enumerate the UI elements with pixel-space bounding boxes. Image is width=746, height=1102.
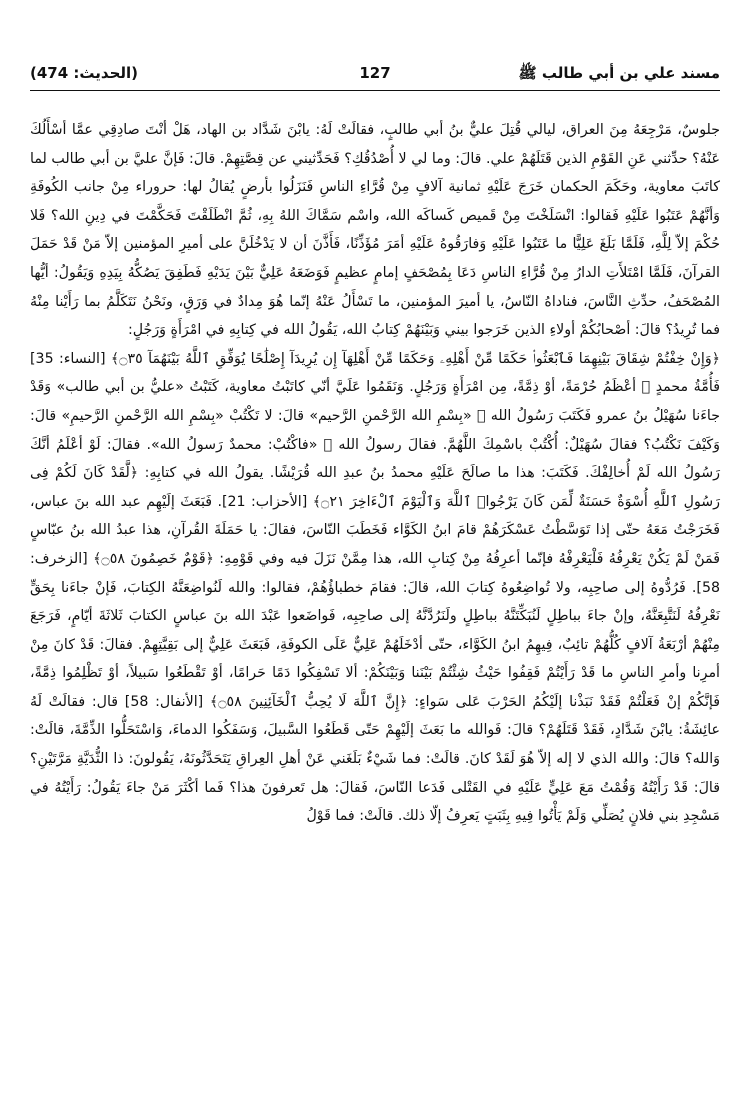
body-text <box>30 116 720 831</box>
paragraph-2: ﴿وَإِنْ خِفْتُمْ شِقَاقَ بَيْنِهِمَا فَٱبْعَثُوا۟ حَكَمًا مِّنْ أَهْلِهِۦ وَحَكَمًا مِّنْ أَهْلِهَآ إِن يُرِيدَآ إِصْلَٰحًا يُوَفِّقِ ٱللَّهُ بَيْنَهُمَآ ۝٣٥﴾ [النساء: 35] فَأُمَّةُ محمدٍ ﷺ أعْظَمُ حُرْمَةً، أوْ ذِمَّةً، مِن امْرَأَةٍ وَرَجُلٍ. وَنَقَمُوا عَلَيَّ أنّي كاتَبْتُ معاوية، كَتَبْتُ «عليُّ بن أبي طالب» وَقَدْ جاءَنا سُهَيْلُ بنُ عمرو فَكَتَبَ رَسُولُ الله ﷺ «بِسْمِ الله الرَّحْمنِ الرَّحيم» قالَ: لا تَكْتُبْ «بِسْمِ الله الرَّحْمنِ الرَّحيمِ» قالَ: وَكَيْفَ نَكْتُبُ؟ فقالَ سُهَيْلٌ: أُكْتُبْ باسْمِكَ اللَّهُمَّ. فقالَ رسولُ الله ﷺ «فاكْتُبْ: محمدٌ رَسولُ الله». فقالَ: لَوْ أعْلَمُ أنَّكَ رَسُولُ الله لَمْ أُخالِفْكَ. فَكَتَبَ: هذا ما صالَحَ عَلَيْهِ محمدُ بنُ عبدِ الله قُرَيْشًا. يقولُ الله في كتابِهِ: ﴿لَّقَدْ كَانَ لَكُمْ فِى رَسُولِ ٱللَّهِ أُسْوَةٌ حَسَنَةٌ لِّمَن كَانَ يَرْجُوا۟ ٱللَّهَ وَٱلْيَوْمَ ٱلْءَاخِرَ ۝٢١﴾ [الأحزاب: 21]. فَبَعَثَ إلَيْهِم عبد الله بنَ عباس، فَخَرَجْتُ مَعَهُ حتّى إذا تَوَسَّطْتُ عَسْكَرَهُمْ قامَ ابنُ الكَوَّاء فَخَطَبَ النّاسَ، فقالَ: يا حَمَلَةَ القُرآنِ، هذا عبدُ الله بنُ عبّاسٍ فَمَنْ لَمْ يَكُنْ يَعْرِفُهُ فَلْيَعْرِفْهُ فإنّما أعرِفُهُ مِنْ كِتابِ الله، هذا مِمَّنْ نَزَلَ فيه وفي قَوْمِهِ: ﴿قَوْمٌ خَصِمُونَ ۝٥٨﴾ [الزخرف: 58]. فَرُدُّوهُ إلى صاحِبِه، ولا تُواضِعُوهُ كِتابَ الله، قالَ: فقامَ خطباؤُهُمْ، فقالوا: والله لَنُواضِعَنَّهُ الكِتابَ، فَإنْ جاءَنا بِحَقٍّ نَعْرِفُهُ لَنَتَّبِعَنَّهُ، وإنْ جاءَ بباطِلٍ لَنُبَكِّتَنَّهُ بباطِلٍ ولَنَرُدَّنَّهُ إلى صاحِبِه، فَواضَعوا عَبْدَ الله بنَ عباسٍ الكتابَ ثَلاثَةَ أيّامٍ، فَرَجَعَ مِنْهُمْ أرْبَعَةُ آلافٍ كُلُّهُمْ تائِبٌ، فِيهِمُ ابنُ الكَوَّاء، حتّى أدْخَلَهُمْ عَلِيٌّ عَلَى الكوفَةِ، فَبَعَثَ عَلِيٌّ إلى بَقِيَّتِهِمْ. فقالَ: قَدْ كانَ مِنْ أمرِنا وأمرِ الناسِ ما قَدْ رَأَيْتُمْ فَقِفُوا حَيْثُ شِئْتُمْ بَيْنَنا وَبَيْنَكُمْ: ألا تَسْفِكُوا دَمًا حَرامًا، أوْ تَقْطَعُوا سَبيلاً، أوْ تَظْلِمُوا ذِمَّةً، فَإنَّكُمْ إنْ فَعَلْتُمْ فَقَدْ نَبَذْنا إلَيْكُمُ الحَرْبَ عَلى سَواءٍ: ﴿إِنَّ ٱللَّهَ لَا يُحِبُّ ٱلْخَآئِنِينَ ۝٥٨﴾ [الأنفال: 58] قال: فقالَتْ لَهُ عائِشَةُ: يابْنَ شَدَّادٍ، فَقَدْ قَتَلَهُمْ؟ قالَ: فَوالله ما بَعَثَ إلَيْهِمْ حَتّى قَطَعُوا السَّبيلَ، وَسَفَكُوا الدماءَ، وَاسْتَحَلُّوا الذِّمَّةَ، قالَتْ: وَالله؟ قالَ: والله الذي لا إله إلاّ هُوَ لَقَدْ كانَ. قالَتْ: فما شَيْءٌ بَلَغَني عَنْ أهلِ العِراقِ يَتَحَدَّثُونَهُ، يَقُولونَ: ذا الثُّدَيَّةِ مَرَّتَيْنِ؟ قالَ: قَدْ رَأَيْتُهُ وَقُمْتُ مَعَ عَلِيٍّ عَلَيْهِ في القَتْلى فَدَعا النّاسَ، فَقالَ: هل تَعرفونَ هذا؟ فَما أكْثَرَ مَنْ جاءَ يَقُولُ: رَأَيْتُهُ في مَسْجِدِ بني فلانٍ يُصَلِّي وَلَمْ يَأْتُوا فِيهِ بِثَبَتٍ يَعرِفُ إلّا ذلك. قالَتْ: فما قَوْلُ <box>30 350 721 825</box>
document-page <box>30 58 720 1068</box>
running-header <box>30 58 720 88</box>
page-number: 127 <box>359 64 391 82</box>
header-rule <box>30 90 720 91</box>
book-title: مسند علي بن أبي طالب ﷺ <box>518 64 720 82</box>
hadith-reference: (الحديث: 474) <box>30 64 139 82</box>
paragraph-1: جلوسٌ، مَرْجِعَهُ مِنَ العراق، ليالي قُتِلَ عليٌّ بنُ أبي طالبٍ، فقالَتْ لَهُ: يابْنَ شَدَّاد بن الهاد، هَلْ أنْتَ صادِقِي عمَّا أسْأَلُكَ عَنْهُ؟ حدِّثني عَنِ القَوْمِ الذين قَتَلَهُمْ علي. قالَ: وما لي لا أُصْدُقُكِ؟ فَحَدِّثيني عن قِصَّتِهِمْ. قالَ: فَإنَّ عليَّ بن أبي طالب لما كاتَبَ معاوية، وحَكَمَ الحكمان خَرَجَ عَلَيْهِ ثمانية آلافٍ مِنْ قُرَّاءِ الناسِ فَنَزَلُوا بأرضٍ يُقالُ لها: حروراء مِنْ جانب الكُوفَةِ وَأنَّهُمْ عَتَبُوا عَلَيْهِ فَقالوا: انْسَلَخْتَ مِنْ قَميص كَساكَه الله، واسْم سَمَّاكَ اللهُ بِهِ، ثُمَّ انْطَلَقْتَ فَحَكَّمْتَ في دِينِ الله؟ فَلا حُكْمَ إلاّ لِلَّهِ، فَلَمَّا بَلَغَ عَلِيًّا ما عَتَبُوا عَلَيْهِ وَفارَقُوهُ عَلَيْهِ أمَرَ مُؤَذِّنًا، فَأَذَّنَ أن لا يَدْخُلَنَّ على أميرِ المؤمنين إلاّ مَنْ قَدْ حَمَلَ القرآنَ، فَلَمَّا امْتَلأَتِ الدارُ مِنْ قُرَّاءِ الناسِ دَعَا بِمُصْحَفٍ إمامٍ عظيمٍ فَوَضَعَهُ عَلِيٌّ بَيْنَ يَدَيْهِ فَطَفِقَ يَصُكُّهُ بِيَدِهِ وَيَقُولُ: أيُّها المُصْحَفُ، حدِّثِ النَّاسَ، فناداهُ النّاسُ، يا أميرَ المؤمنين، ما تَسْأَلُ عَنْهُ إنّما هُوَ مِدادٌ في وَرَقٍ، ونَحْنُ نَتَكَلَّمُ بما رَأَيْنا مِنْهُ فما تُرِيدُ؟ قالَ: أصْحابُكُمْ أولاءِ الذين خَرَجوا بيني وَبَيْنَهُمْ كِتابُ الله، يَقُولُ الله في كِتابِهِ في امْرَأَةٍ وَرَجُلٍ: <box>30 122 720 339</box>
